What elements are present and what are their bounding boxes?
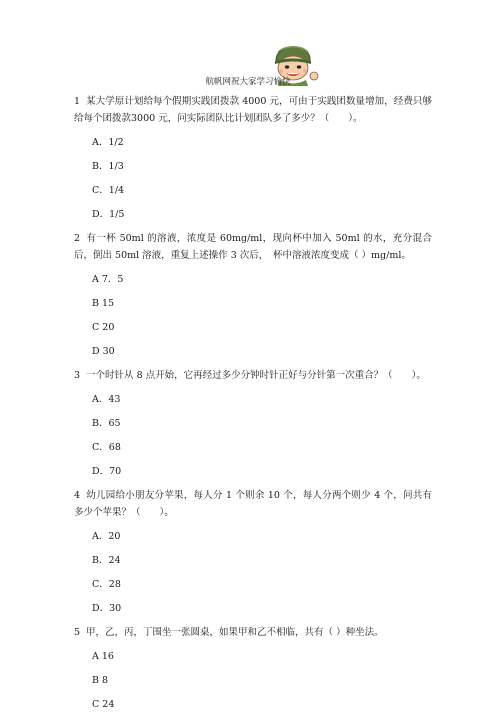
question-4 xyxy=(74,487,432,521)
question-text: 有一杯 50ml 的溶液，浓度是 60mg/ml，现向杯中加入 50ml 的水，充分混合后，倒出 50ml 溶液，重复上述操作 3 次后， 杯中溶液浓度变成（ ）mg/ml。 xyxy=(74,233,432,261)
question-3 xyxy=(74,367,432,384)
question-number: 5 xyxy=(74,627,81,638)
option-b: B 15 xyxy=(92,298,115,309)
question-2 xyxy=(74,230,432,264)
option-a: A 16 xyxy=(92,651,114,662)
option-b: B．65 xyxy=(92,418,121,429)
question-text: 某大学原计划给每个假期实践团拨款 4000 元，可由于实践团数量增加，经费只够给每个团拨款3000 元，问实际团队比计划团队多了多少？（ ）。 xyxy=(74,96,432,124)
option-c: C 24 xyxy=(92,699,115,710)
question-text: 一个时针从 8 点开始，它再经过多少分钟时针正好与分针第一次重合？（ ）。 xyxy=(86,370,426,381)
question-number: 1 xyxy=(74,96,81,107)
option-a: A．20 xyxy=(92,531,121,542)
option-c: C．28 xyxy=(92,579,121,590)
option-b: B．1/3 xyxy=(92,161,124,172)
option-b: B．24 xyxy=(92,555,121,566)
option-d: D．70 xyxy=(92,466,122,477)
question-number: 3 xyxy=(74,370,81,381)
option-c: C．68 xyxy=(92,442,121,453)
option-c: C 20 xyxy=(92,322,115,333)
page-header: 航帆网祝大家学习愉快 xyxy=(205,77,291,87)
question-text: 幼儿园给小朋友分苹果，每人分 1 个则余 10 个，每人分两个则少 4 个，问共有多少个苹果？（ ）。 xyxy=(74,490,432,518)
question-number: 4 xyxy=(74,490,81,501)
option-a: A 7．5 xyxy=(92,274,124,285)
question-text: 甲，乙，丙，丁围坐一张圆桌，如果甲和乙不相临，共有（ ）种坐法。 xyxy=(86,627,384,638)
question-number: 2 xyxy=(74,233,81,244)
option-d: D．1/5 xyxy=(92,209,125,220)
question-5 xyxy=(74,624,432,641)
question-1 xyxy=(74,93,432,127)
option-d: D．30 xyxy=(92,603,122,614)
option-b: B 8 xyxy=(92,675,109,686)
option-a: A．43 xyxy=(92,394,121,405)
option-c: C．1/4 xyxy=(92,185,125,196)
option-d: D 30 xyxy=(92,346,115,357)
option-a: A．1/2 xyxy=(92,137,124,148)
question-list xyxy=(74,93,432,720)
